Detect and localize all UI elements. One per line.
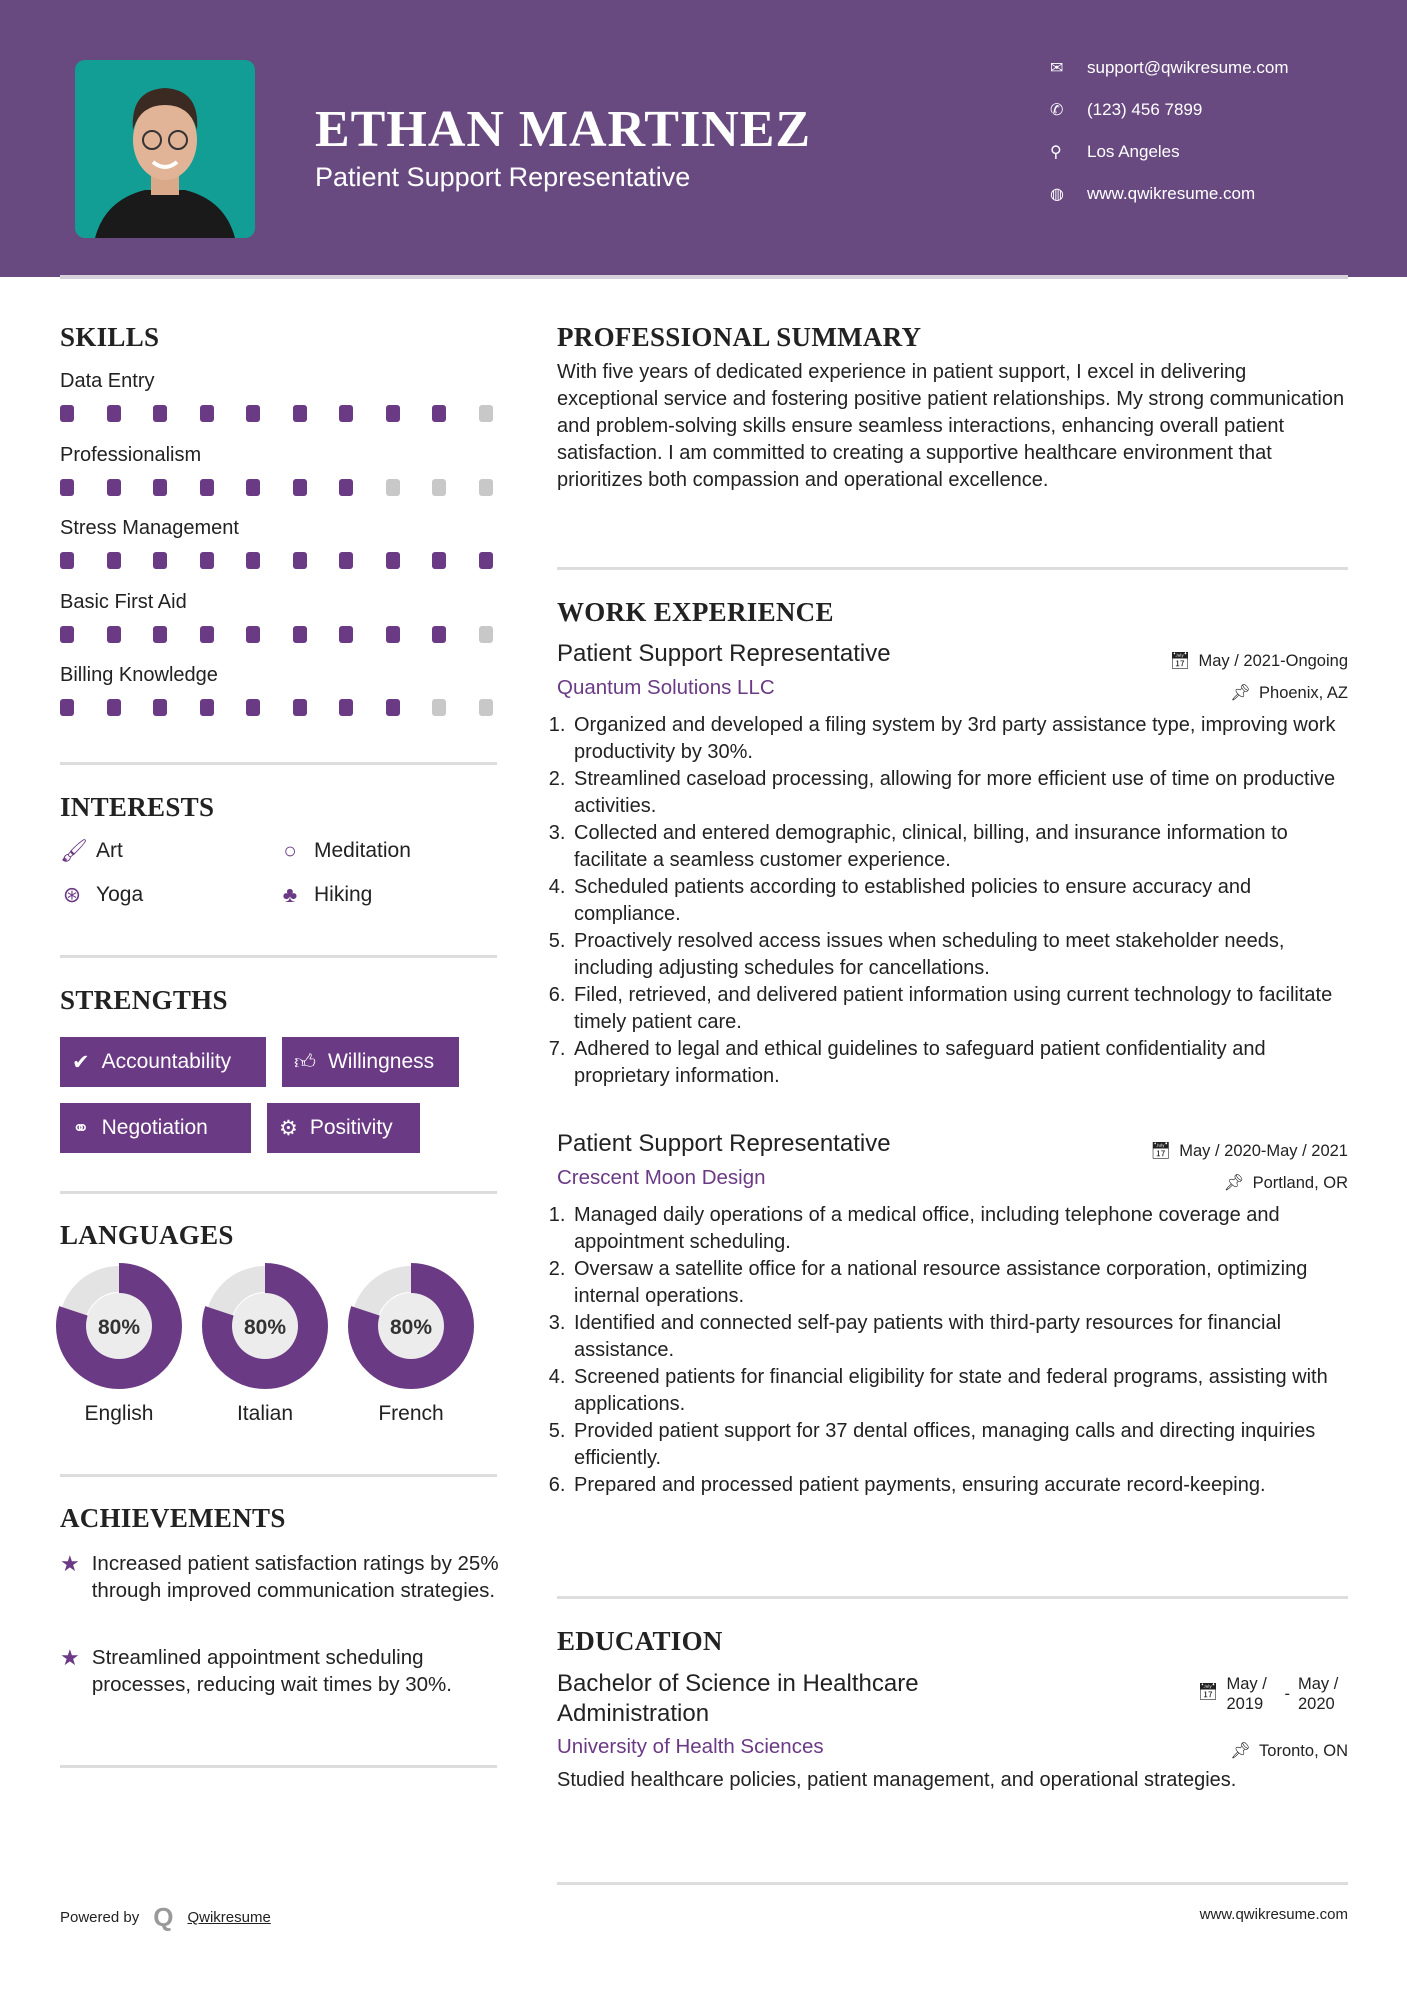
- job-entry: [557, 1130, 1348, 1499]
- skill-name: Data Entry: [60, 370, 155, 392]
- job-bullets: [553, 1202, 1348, 1499]
- skill-rating: [60, 699, 493, 716]
- skills-heading: SKILLS: [60, 322, 160, 352]
- job-bullet: 7. Adhered to legal and ethical guidelines to safeguard patient confidentiality and proprietary information.: [571, 1036, 1348, 1090]
- job-entry: [557, 640, 1348, 1090]
- rating-dot-filled: [339, 699, 353, 716]
- handshake-icon: ⚭: [72, 1116, 90, 1140]
- pushpin-icon: 📌︎: [1230, 684, 1252, 702]
- calendar-icon: 📅︎: [1169, 652, 1191, 670]
- rating-dot-empty: [479, 699, 493, 716]
- header: [0, 0, 1407, 277]
- interest-label: Meditation: [314, 839, 411, 862]
- interest-label: Yoga: [96, 883, 144, 906]
- job-bullet: 4. Scheduled patients according to established policies to ensure accuracy and compliance.: [571, 874, 1348, 928]
- date-text: May / 2020-May / 2021: [1179, 1142, 1348, 1160]
- contact-phone[interactable]: [1050, 100, 1202, 120]
- rating-dot-filled: [293, 626, 307, 643]
- education-section: [557, 1626, 1348, 1794]
- rating-dot-empty: [479, 626, 493, 643]
- footer-url[interactable]: www.qwikresume.com: [1199, 1906, 1348, 1923]
- skill-name: Billing Knowledge: [60, 664, 218, 686]
- job-bullet: 4. Screened patients for financial eligibility for state and federal programs, assisting with applications.: [571, 1364, 1348, 1418]
- map-marker-icon: ⚲: [1050, 144, 1062, 161]
- rating-dot-filled: [339, 626, 353, 643]
- job-bullet: 3. Identified and connected self-pay patients with third-party resources for financial assistance.: [571, 1310, 1348, 1364]
- rating-dot-filled: [293, 699, 307, 716]
- rating-dot-filled: [432, 405, 446, 422]
- check-circle-icon: ✔: [72, 1050, 90, 1074]
- skill-rating: [60, 405, 493, 422]
- end-date: May / 2020: [1298, 1675, 1339, 1713]
- job-bullet: 2. Streamlined caseload processing, allowing for more efficient use of time on productive activities.: [571, 766, 1348, 820]
- rating-dot-filled: [60, 552, 74, 569]
- interest-art: [60, 838, 123, 864]
- company-name: Crescent Moon Design: [557, 1166, 766, 1189]
- rating-dot-filled: [246, 626, 260, 643]
- rating-dot-filled: [200, 405, 214, 422]
- star-icon: ★: [60, 1551, 80, 1576]
- languages-donuts: [0, 1250, 520, 1410]
- job-location: [1230, 684, 1348, 703]
- job-dates: [1150, 1142, 1348, 1161]
- powered-by-text: Powered by: [60, 1909, 140, 1926]
- company-name: Quantum Solutions LLC: [557, 676, 775, 699]
- summary-text: With five years of dedicated experience in patient support, I excel in delivering exceptional service and fostering positive patient relationships. My strong communication and problem-solving skills ensure seamless interactions, enhancing overall patient satisfaction. I am committed to creating a supportive healthcare environment that prioritizes both compassion and operational excellence.: [557, 361, 1345, 491]
- brand-link[interactable]: Qwikresume: [187, 1909, 271, 1926]
- rating-dot-filled: [386, 626, 400, 643]
- degree-title: Bachelor of Science in Healthcare Administration: [557, 1670, 919, 1727]
- job-bullet: 2. Oversaw a satellite office for a national resource assistance corporation, optimizing internal operations.: [571, 1256, 1348, 1310]
- pushpin-icon: 📌︎: [1230, 1742, 1252, 1760]
- calendar-icon: 📅︎: [1150, 1142, 1172, 1160]
- skill-rating: [60, 626, 493, 643]
- location-text: Los Angeles: [1087, 142, 1180, 161]
- profile-photo: [75, 60, 255, 238]
- rating-dot-filled: [200, 626, 214, 643]
- strength-label: Positivity: [309, 1116, 393, 1139]
- divider: [60, 955, 497, 958]
- language-percent: 80%: [243, 1316, 287, 1339]
- job-bullet: 5. Proactively resolved access issues when scheduling to meet stakeholder needs, including adjusting schedules for cancellations.: [571, 928, 1348, 982]
- skill-rating: [60, 479, 493, 496]
- strength-badge: [267, 1103, 420, 1153]
- rating-dot-filled: [339, 552, 353, 569]
- location-text: Phoenix, AZ: [1259, 684, 1348, 702]
- rating-dot-filled: [107, 699, 121, 716]
- rating-dot-filled: [107, 479, 121, 496]
- rating-dot-filled: [200, 479, 214, 496]
- footer-powered: [60, 1902, 271, 1933]
- job-bullet: 6. Prepared and processed patient payments, ensuring accurate record-keeping.: [571, 1472, 1348, 1499]
- tree-icon: ♣: [282, 882, 298, 907]
- contact-location: [1050, 142, 1180, 162]
- interest-label: Hiking: [314, 883, 373, 906]
- skill-name: Basic First Aid: [60, 590, 187, 613]
- strength-badge: [282, 1037, 459, 1087]
- rating-dot-filled: [200, 699, 214, 716]
- calendar-icon: 📅︎: [1197, 1683, 1219, 1701]
- rating-dot-filled: [293, 405, 307, 422]
- divider: [557, 1596, 1348, 1599]
- rating-dot-filled: [153, 626, 167, 643]
- rating-dot-filled: [60, 626, 74, 643]
- rating-dot-filled: [386, 405, 400, 422]
- achievements-heading: ACHIEVEMENTS: [60, 1503, 286, 1533]
- job-location: [1224, 1174, 1348, 1193]
- interest-meditation: [278, 838, 411, 864]
- language-percent: 80%: [389, 1316, 433, 1339]
- education-heading: EDUCATION: [557, 1626, 723, 1656]
- rating-dot-filled: [107, 405, 121, 422]
- rating-dot-filled: [153, 405, 167, 422]
- job-title: Patient Support Representative: [557, 1130, 891, 1157]
- job-bullets: [553, 712, 1348, 1090]
- phone-icon: ✆: [1050, 102, 1064, 119]
- job-bullet: 6. Filed, retrieved, and delivered patient information using current technology to facilitate timely patient care.: [571, 982, 1348, 1036]
- candidate-title: Patient Support Representative: [315, 162, 691, 192]
- envelope-icon: ✉: [1050, 60, 1064, 77]
- email-text: support@qwikresume.com: [1087, 58, 1289, 77]
- rating-dot-filled: [153, 552, 167, 569]
- paintbrush-icon: 🖌: [60, 838, 88, 863]
- phone-text: (123) 456 7899: [1087, 100, 1203, 119]
- globe-icon: ◍: [1050, 186, 1064, 203]
- strength-badge: [60, 1103, 251, 1153]
- rating-dot-filled: [153, 479, 167, 496]
- divider: [557, 1882, 1348, 1885]
- divider: [60, 1191, 497, 1194]
- candidate-name: ETHAN MARTINEZ: [315, 101, 812, 158]
- rating-dot-filled: [293, 479, 307, 496]
- language-percent: 80%: [97, 1316, 141, 1339]
- rating-dot-filled: [107, 626, 121, 643]
- strength-label: Negotiation: [101, 1116, 208, 1139]
- education-dates: [1198, 1674, 1348, 1714]
- start-date: May / 2019: [1226, 1675, 1267, 1713]
- experience-heading: WORK EXPERIENCE: [557, 597, 834, 627]
- header-divider: [60, 275, 1348, 279]
- skill-name: Stress Management: [60, 517, 239, 539]
- rating-dot-filled: [246, 552, 260, 569]
- pushpin-icon: 📌︎: [1223, 1174, 1245, 1192]
- education-location: [1230, 1742, 1348, 1761]
- rating-dot-empty: [432, 479, 446, 496]
- star-icon: ★: [60, 1645, 80, 1670]
- rating-dot-filled: [432, 626, 446, 643]
- interest-yoga: [60, 882, 143, 908]
- summary-section: [557, 322, 1348, 494]
- strength-label: Accountability: [101, 1050, 232, 1073]
- job-bullet: 1. Organized and developed a filing system by 3rd party assistance type, improving work productivity by 30%.: [571, 712, 1348, 766]
- rating-dot-filled: [60, 699, 74, 716]
- strength-label: Willingness: [327, 1050, 435, 1073]
- rating-dot-filled: [60, 479, 74, 496]
- rating-dot-filled: [386, 699, 400, 716]
- job-dates: [1170, 652, 1348, 671]
- rating-dot-filled: [293, 552, 307, 569]
- rating-dot-filled: [60, 405, 74, 422]
- skill-rating: [60, 552, 493, 569]
- rating-dot-filled: [246, 479, 260, 496]
- contact-website[interactable]: [1050, 184, 1255, 204]
- achievement-text: Increased patient satisfaction ratings by 25% through improved communication strategies.: [91, 1552, 499, 1602]
- divider: [557, 567, 1348, 570]
- date-text: May / 2021-Ongoing: [1198, 652, 1348, 670]
- language-name: Italian: [236, 1402, 294, 1425]
- experience-section: [557, 597, 1348, 628]
- qwikresume-logo-icon: Q: [153, 1902, 174, 1932]
- job-bullet: 1. Managed daily operations of a medical office, including telephone coverage and appointment scheduling.: [571, 1202, 1348, 1256]
- divider: [60, 1765, 497, 1768]
- contact-email[interactable]: [1050, 58, 1289, 78]
- date-separator: -: [1284, 1685, 1290, 1703]
- rating-dot-filled: [479, 552, 493, 569]
- rating-dot-filled: [107, 552, 121, 569]
- education-description: Studied healthcare policies, patient management, and operational strategies.: [557, 1769, 1237, 1791]
- languages-heading: LANGUAGES: [60, 1220, 234, 1250]
- strengths-heading: STRENGTHS: [60, 985, 228, 1015]
- job-bullet: 5. Provided patient support for 37 dental offices, managing calls and directing inquiries efficiently.: [571, 1418, 1348, 1472]
- skill-name: Professionalism: [60, 443, 202, 466]
- interest-label: Art: [96, 839, 123, 862]
- job-bullet: 3. Collected and entered demographic, clinical, billing, and insurance information to facilitate a seamless customer experience.: [571, 820, 1348, 874]
- rating-dot-empty: [386, 479, 400, 496]
- interests-heading: INTERESTS: [60, 792, 215, 822]
- rating-dot-filled: [200, 552, 214, 569]
- achievement-item: [60, 1644, 500, 1698]
- location-text: Toronto, ON: [1259, 1742, 1348, 1760]
- school-name: University of Health Sciences: [557, 1735, 824, 1758]
- rating-dot-filled: [339, 479, 353, 496]
- rating-dot-empty: [479, 479, 493, 496]
- rating-dot-filled: [153, 699, 167, 716]
- divider: [60, 1474, 497, 1477]
- job-title: Patient Support Representative: [557, 640, 891, 667]
- rating-dot-filled: [246, 405, 260, 422]
- location-text: Portland, OR: [1252, 1174, 1348, 1192]
- rating-dot-empty: [479, 405, 493, 422]
- rating-dot-filled: [246, 699, 260, 716]
- website-text: www.qwikresume.com: [1087, 184, 1256, 203]
- rating-dot-empty: [432, 699, 446, 716]
- thumbs-up-icon: 👍︎: [294, 1051, 316, 1074]
- rating-dot-filled: [432, 552, 446, 569]
- rating-dot-filled: [339, 405, 353, 422]
- divider: [60, 762, 497, 765]
- interest-hiking: [278, 882, 372, 908]
- language-name: French: [378, 1402, 444, 1425]
- summary-heading: PROFESSIONAL SUMMARY: [557, 322, 922, 352]
- gear-icon: ⚙: [279, 1116, 298, 1140]
- achievement-item: [60, 1550, 500, 1604]
- lifebuoy-icon: ⊛: [62, 882, 82, 907]
- circle-icon: ○: [283, 838, 297, 863]
- language-name: English: [84, 1402, 154, 1425]
- achievement-text: Streamlined appointment scheduling processes, reducing wait times by 30%.: [91, 1646, 452, 1696]
- strength-badge: [60, 1037, 266, 1087]
- rating-dot-filled: [386, 552, 400, 569]
